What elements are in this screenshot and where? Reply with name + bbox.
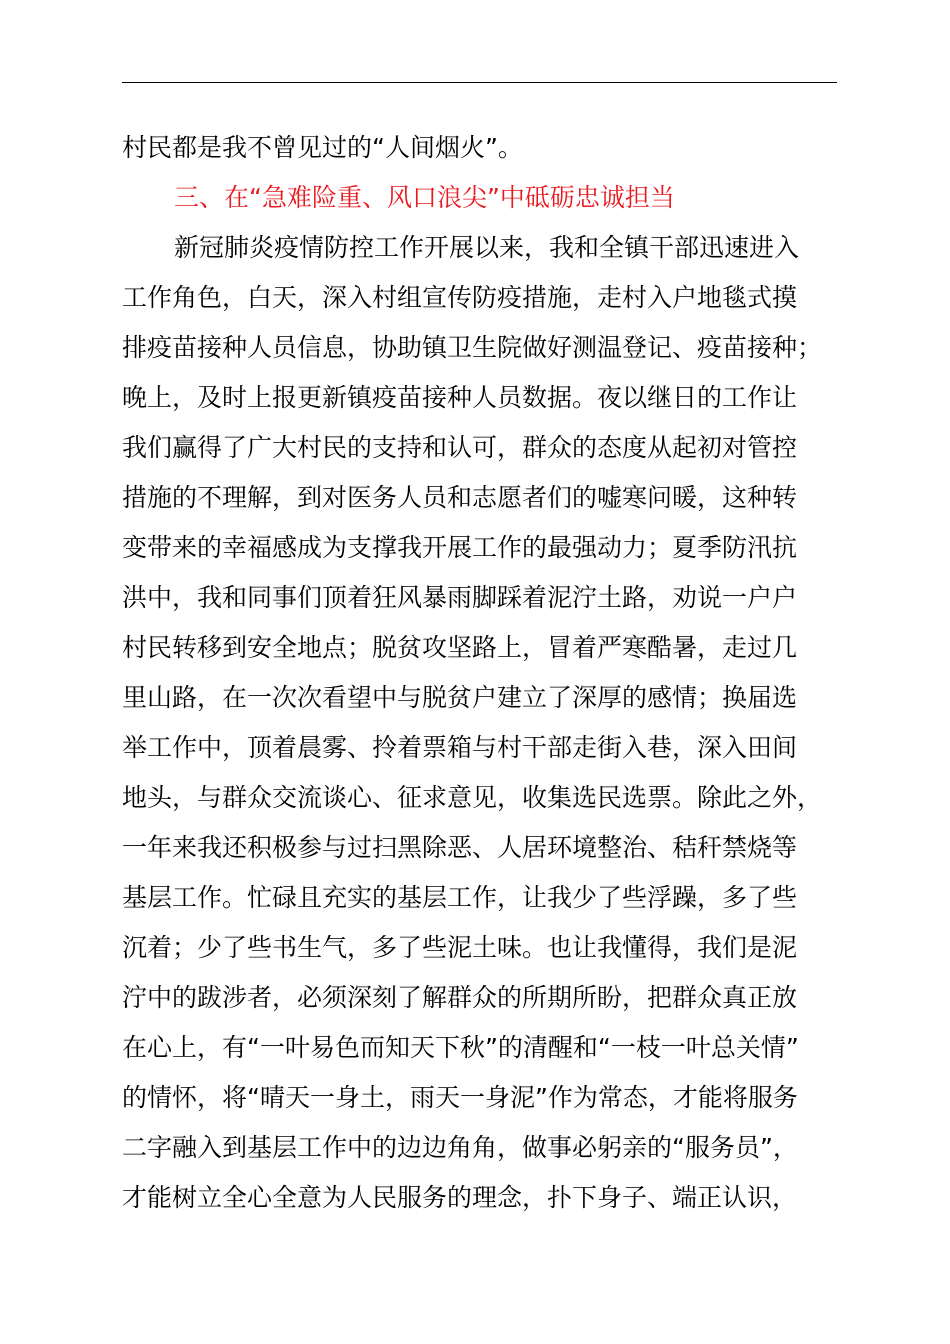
body-text-line: 变带来的幸福感成为支撑我开展工作的最强动力；夏季防汛抗	[122, 533, 798, 562]
body-text-line: 村民都是我不曾见过的“人间烟火”。	[122, 133, 523, 162]
body-text-line: 的情怀，将“晴天一身土，雨天一身泥”作为常态，才能将服务	[122, 1083, 798, 1112]
body-text-line: 洪中，我和同事们顶着狂风暴雨脚踩着泥泞土路，劝说一户户	[122, 583, 798, 612]
body-text-line: 二字融入到基层工作中的边边角角，做事必躬亲的“服务员”，	[122, 1133, 798, 1162]
body-text-line: 地头，与群众交流谈心、征求意见，收集选民选票。除此之外，	[122, 783, 823, 812]
body-text-line: 排疫苗接种人员信息，协助镇卫生院做好测温登记、疫苗接种；	[122, 333, 823, 362]
section-heading: 三、在“急难险重、风口浪尖”中砥砺忠诚担当	[174, 183, 675, 212]
body-text-line: 里山路，在一次次看望中与脱贫户建立了深厚的感情；换届选	[122, 683, 798, 712]
body-text-line: 沉着；少了些书生气，多了些泥土味。也让我懂得，我们是泥	[122, 933, 798, 962]
body-text-line: 新冠肺炎疫情防控工作开展以来，我和全镇干部迅速进入	[174, 233, 800, 262]
body-text-line: 工作角色，白天，深入村组宣传防疫措施，走村入户地毯式摸	[122, 283, 798, 312]
header-rule	[122, 82, 837, 83]
body-text-line: 举工作中，顶着晨雾、拎着票箱与村干部走街入巷，深入田间	[122, 733, 798, 762]
body-text-line: 泞中的跋涉者，必须深刻了解群众的所期所盼，把群众真正放	[122, 983, 798, 1012]
body-text-line: 基层工作。忙碌且充实的基层工作，让我少了些浮躁，多了些	[122, 883, 798, 912]
body-text-line: 一年来我还积极参与过扫黑除恶、人居环境整治、秸秆禁烧等	[122, 833, 798, 862]
body-text-line: 我们赢得了广大村民的支持和认可，群众的态度从起初对管控	[122, 433, 798, 462]
body-text-line: 措施的不理解，到对医务人员和志愿者们的嘘寒问暖，这种转	[122, 483, 798, 512]
body-text-line: 村民转移到安全地点；脱贫攻坚路上，冒着严寒酷暑，走过几	[122, 633, 798, 662]
body-text-line: 在心上，有“一叶易色而知天下秋”的清醒和“一枝一叶总关情”	[122, 1033, 799, 1062]
body-text-line: 才能树立全心全意为人民服务的理念，扑下身子、端正认识，	[122, 1183, 798, 1212]
body-text-line: 晚上，及时上报更新镇疫苗接种人员数据。夜以继日的工作让	[122, 383, 798, 412]
